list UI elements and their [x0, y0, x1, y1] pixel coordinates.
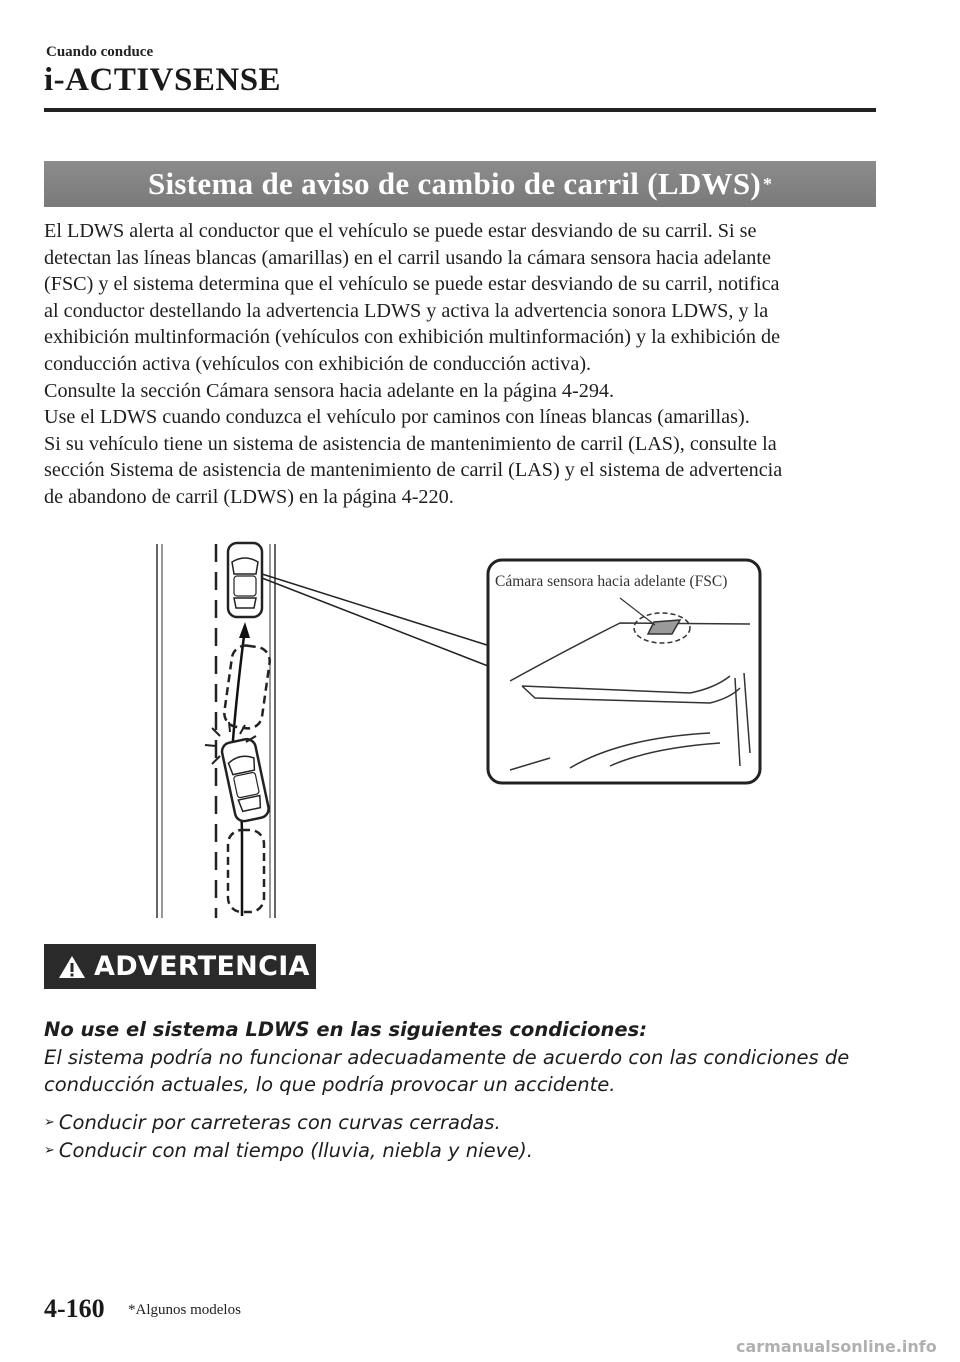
page-title: Sistema de aviso de cambio de carril (LDWS) [147, 166, 762, 201]
warning-list-item [44, 1137, 884, 1165]
title-bar [44, 161, 876, 207]
body-line: Consulte la sección Cámara sensora hacia adelante en la página 4-294. [44, 379, 615, 402]
page-number: 4-160 [44, 1294, 105, 1323]
warning-triangle-icon [58, 954, 86, 980]
section-heading: i-ACTIVSENSE [44, 62, 282, 98]
figure-label: Cámara sensora hacia adelante (FSC) [495, 573, 728, 590]
body-line: El LDWS alerta al conductor que el vehículo se puede estar desviando de su carril. Si se [44, 220, 757, 242]
watermark: carmanualsonline.info [736, 1337, 937, 1356]
body-line: conducción activa (vehículos con exhibición de conducción activa). [44, 352, 592, 375]
arrow-bullet-icon: ➢ [44, 1114, 55, 1130]
body-text [44, 218, 884, 511]
car-drifting-icon [220, 738, 270, 823]
body-line: exhibición multinformación (vehículos con exhibición multinformación) y la exhibición de [44, 326, 781, 349]
footnote: *Algunos modelos [128, 1302, 241, 1318]
warning-item-text: Conducir con mal tiempo (lluvia, niebla y nieve). [58, 1138, 533, 1162]
body-line: de abandono de carril (LDWS) en la página 4-220. [44, 485, 454, 508]
warning-line: conducción actuales, lo que podría provocar un accidente. [44, 1073, 616, 1096]
title-asterisk: * [763, 173, 773, 194]
warning-text [44, 1016, 884, 1165]
body-line: Use el LDWS cuando conduzca el vehículo por caminos con líneas blancas (amarillas). [44, 406, 750, 429]
car-top-icon [228, 543, 262, 617]
warning-heading: No use el sistema LDWS en las siguientes condiciones: [44, 1018, 648, 1041]
warning-label: ADVERTENCIA [94, 951, 310, 982]
ldws-illustration [150, 538, 770, 922]
ghost-car-upper [222, 644, 271, 730]
warning-item-text: Conducir por carreteras con curvas cerradas. [58, 1110, 501, 1134]
warning-line: El sistema podría no funcionar adecuadamente de acuerdo con las condiciones de [44, 1045, 850, 1069]
warning-list-item [44, 1109, 884, 1137]
body-line: (FSC) y el sistema determina que el vehículo se puede estar desviando de su carril, notifica [44, 273, 780, 296]
chapter-heading: Cuando conduce [46, 44, 154, 60]
body-line: sección Sistema de asistencia de mantenimiento de carril (LAS) y el sistema de advertencia [44, 459, 783, 482]
body-line: Si su vehículo tiene un sistema de asistencia de mantenimiento de carril (LAS), consulte la [44, 432, 777, 455]
warning-list [44, 1109, 884, 1165]
body-line: detectan las líneas blancas (amarillas) en el carril usando la cámara sensora hacia adelante [44, 246, 771, 269]
arrow-bullet-icon: ➢ [44, 1142, 55, 1158]
warning-banner [44, 944, 316, 989]
header-rule [44, 108, 876, 112]
body-line: al conductor destellando la advertencia LDWS y activa la advertencia sonora LDWS, y la [44, 299, 769, 322]
ghost-car-lower [228, 830, 264, 912]
